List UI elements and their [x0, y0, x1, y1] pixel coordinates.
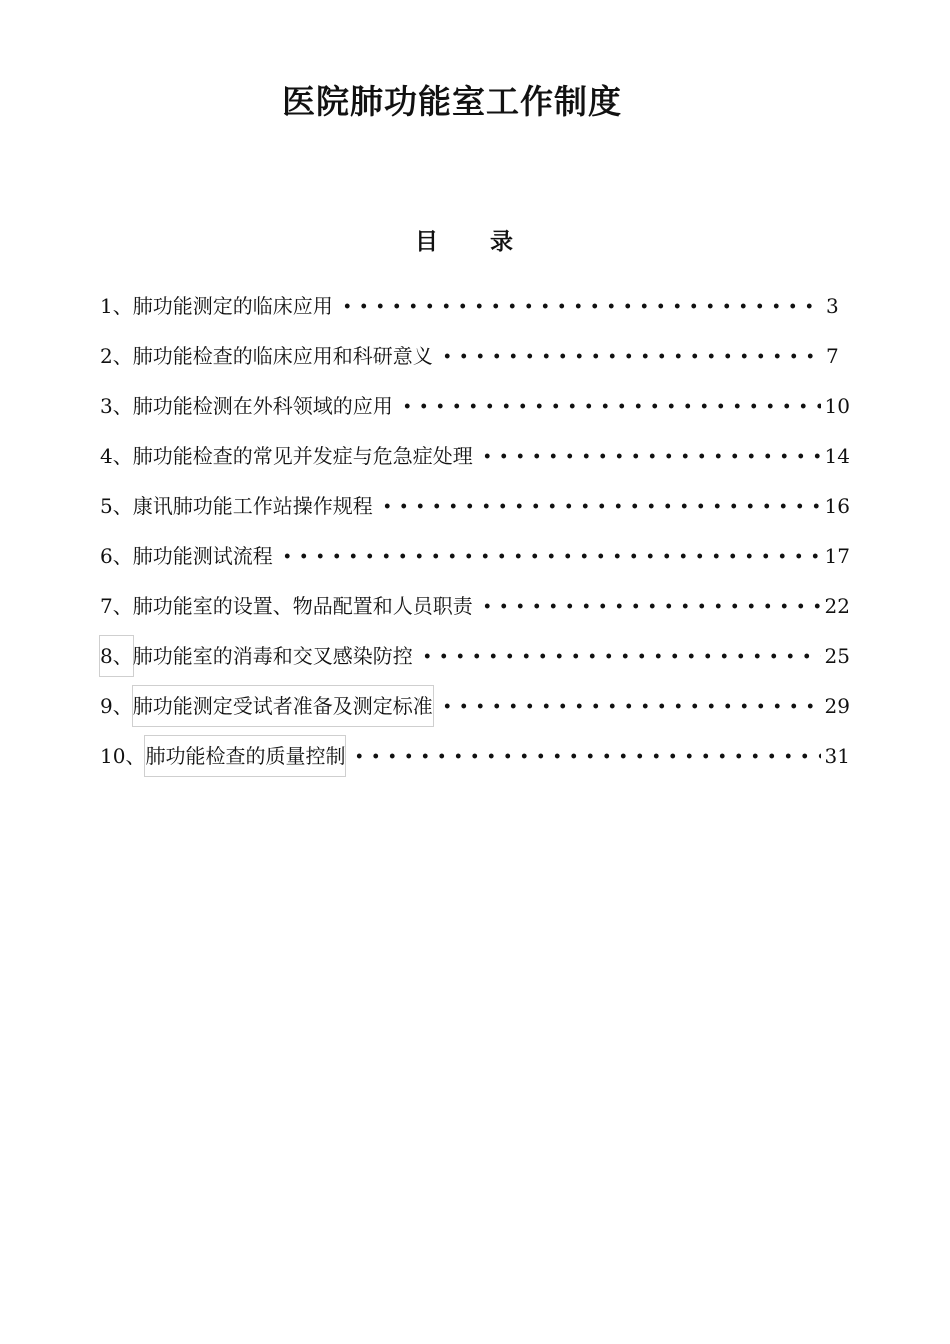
toc-entry-number: 8、	[100, 636, 133, 676]
toc-entry-page: 14	[824, 444, 850, 468]
document-title: 医院肺功能室工作制度	[282, 82, 622, 121]
toc-entry-number: 6、	[100, 544, 133, 568]
toc-entry-title: 肺功能检查的质量控制	[145, 736, 345, 776]
toc-entry-page: 10	[824, 394, 850, 418]
toc-entry-title: 肺功能测定受试者准备及测定标准	[133, 686, 433, 726]
dot-leader	[399, 386, 821, 426]
toc-entry-title: 肺功能检测在外科领域的应用	[132, 394, 393, 418]
toc-entry-title: 康讯肺功能工作站操作规程	[132, 494, 373, 518]
dot-leader	[279, 536, 821, 576]
toc-entry-8[interactable]	[100, 636, 850, 676]
toc-entry-number: 4、	[100, 444, 133, 468]
toc-entry-number: 2、	[100, 344, 133, 368]
toc-entry-4[interactable]	[100, 436, 850, 476]
dot-leader	[351, 736, 820, 776]
dot-leader	[439, 336, 822, 376]
toc-entry-number: 9、	[100, 694, 133, 718]
toc-entry-2[interactable]	[100, 336, 850, 376]
toc-entry-1[interactable]	[100, 286, 850, 326]
dot-leader	[439, 686, 821, 726]
toc-entry-number: 5、	[100, 494, 133, 518]
toc-entry-page: 16	[824, 494, 850, 518]
dot-leader	[479, 436, 821, 476]
toc-entry-title: 肺功能检查的常见并发症与危急症处理	[132, 444, 473, 468]
toc-entry-page: 31	[824, 744, 850, 768]
toc-entry-10[interactable]	[100, 736, 850, 776]
toc-entry-number: 3、	[100, 394, 133, 418]
dot-leader	[419, 636, 821, 676]
dot-leader	[379, 486, 821, 526]
toc-entry-title: 肺功能室的设置、物品配置和人员职责	[132, 594, 473, 618]
toc-entry-number: 10、	[100, 744, 146, 768]
toc-entry-5[interactable]	[100, 486, 850, 526]
toc-entry-7[interactable]	[100, 586, 850, 626]
toc-entry-page: 25	[824, 644, 850, 668]
toc-entry-page: 3	[826, 294, 839, 318]
toc-entry-3[interactable]	[100, 386, 850, 426]
toc-entry-page: 17	[824, 544, 850, 568]
toc-entry-page: 7	[826, 344, 839, 368]
toc-entry-title: 肺功能测试流程	[132, 544, 273, 568]
toc-entry-9[interactable]	[100, 686, 850, 726]
dot-leader	[339, 286, 822, 326]
table-of-contents	[100, 286, 850, 786]
toc-entry-page: 22	[824, 594, 850, 618]
dot-leader	[479, 586, 821, 626]
toc-entry-title: 肺功能测定的临床应用	[132, 294, 333, 318]
toc-entry-title: 肺功能检查的临床应用和科研意义	[132, 344, 433, 368]
toc-entry-number: 1、	[100, 294, 133, 318]
toc-heading: 目 录	[414, 229, 535, 255]
toc-entry-number: 7、	[100, 594, 133, 618]
toc-entry-6[interactable]	[100, 536, 850, 576]
toc-entry-page: 29	[824, 694, 850, 718]
toc-entry-title: 肺功能室的消毒和交叉感染防控	[132, 644, 413, 668]
